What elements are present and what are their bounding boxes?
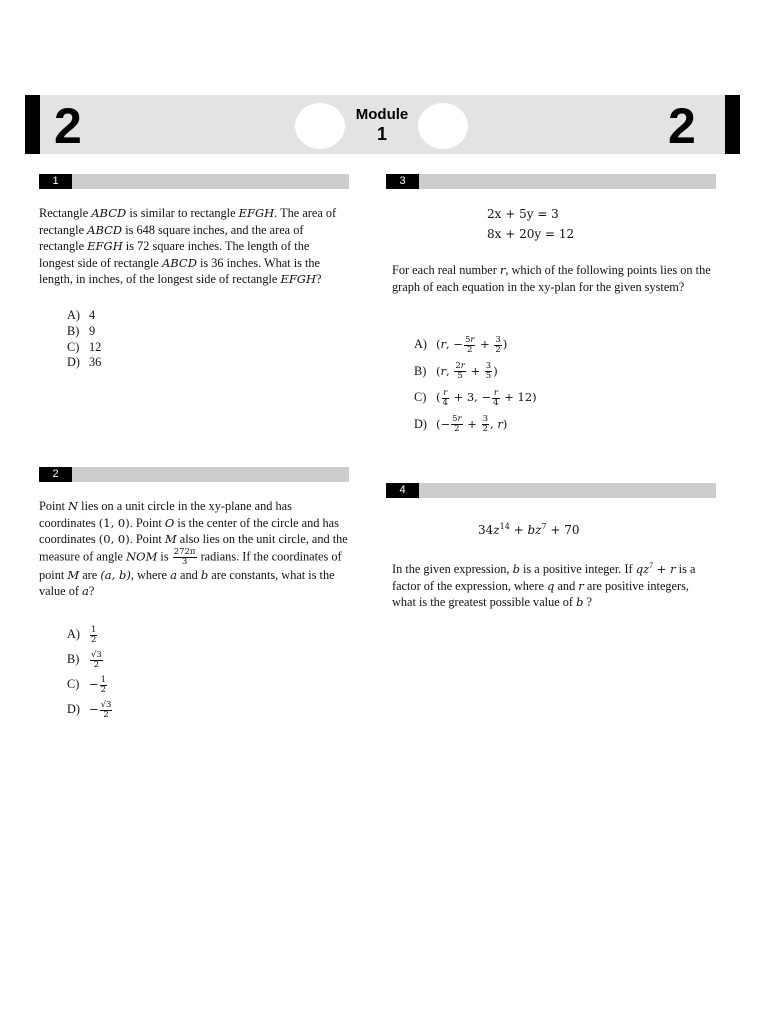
header-right-bar (725, 95, 740, 154)
choice-b[interactable]: B) $\frac{√3}{2}$ (67, 649, 102, 670)
equation-1: 2x + 5y = 3 (487, 207, 559, 221)
question-4-text: In the given expression, b is a positive integer. If $qz^7 + r$ is a factor of the expression, where q and r are positive integers, what is the greatest possible value of b ? (392, 561, 696, 610)
module-number: 1 (376, 124, 387, 144)
question-2-header (39, 467, 349, 482)
question-2-text: Point N lies on a unit circle in the xy-plane and has coordinates (1, 0). Point O is the center of the circle and has coordinates (0, 0). Point M also lies on the unit circle, and the measure of angle NOM is $\frac{272\pi}{3}$ radians. If the coordinates of point M are (a, b), where a and b are constants, what is the value of a? (39, 499, 348, 598)
module-title (340, 106, 424, 144)
question-4-header (386, 483, 716, 498)
question-3-text: For each real number r, which of the following points lies on the graph of each equation in the xy-plan for the given system? (392, 263, 711, 294)
question-2-choices (67, 622, 113, 722)
choice-a[interactable]: A) $\frac{1}{2}$ (67, 624, 97, 645)
choice-c[interactable]: C) ( $\frac{r}{4}$ + 3, − $\frac{r}{4}$ + 12) (414, 387, 537, 408)
choice-a[interactable]: A) (r, − $\frac{5r}{2}$ + $\frac{3}{2}$ ) (414, 334, 508, 355)
question-1-text: Rectangle ABCD is similar to rectangle EFGH. The area of rectangle ABCD is 648 square inches, and the area of rectangle EFGH is 72 square inches. The length of the longest side of rectangle ABCD is 36 inches. What is the length, in inches, of the longest side of rectangle EFGH? (39, 206, 337, 286)
question-3-number: 3 (386, 174, 419, 189)
angle-fraction: $\frac{272\pi}{3}$ (173, 546, 196, 567)
header-oval-right (418, 103, 468, 149)
choice-d[interactable]: D) (− $\frac{5r}{2}$ + $\frac{3}{2}$ , r) (414, 414, 508, 435)
question-3-header (386, 174, 716, 189)
module-label: Module (355, 106, 409, 123)
header-oval-left (295, 103, 345, 149)
expression: $34z^{14} + bz^7 + 70$ (478, 522, 580, 537)
section-number-right: 2 (668, 98, 696, 154)
choice-d[interactable]: D) 36 (67, 355, 102, 370)
header-left-bar (25, 95, 40, 154)
choice-a[interactable]: A) 4 (67, 308, 96, 322)
question-2-number: 2 (39, 467, 72, 482)
question-4-number: 4 (386, 483, 419, 498)
equation-2: 8x + 20y = 12 (487, 227, 575, 241)
choice-b[interactable]: B) 9 (67, 323, 96, 338)
choice-d[interactable]: D) − $\frac{√3}{2}$ (67, 699, 112, 720)
question-1-number: 1 (39, 174, 72, 189)
question-3-choices (414, 331, 537, 437)
choice-b[interactable]: B) (r, $\frac{2r}{5}$ + $\frac{3}{5}$ ) (414, 361, 498, 382)
choice-c[interactable]: C) − $\frac{1}{2}$ (67, 674, 107, 695)
choice-c[interactable]: C) 12 (67, 339, 102, 354)
section-number-left: 2 (54, 98, 82, 154)
question-1-header (39, 174, 349, 189)
question-1-choices (67, 308, 101, 371)
